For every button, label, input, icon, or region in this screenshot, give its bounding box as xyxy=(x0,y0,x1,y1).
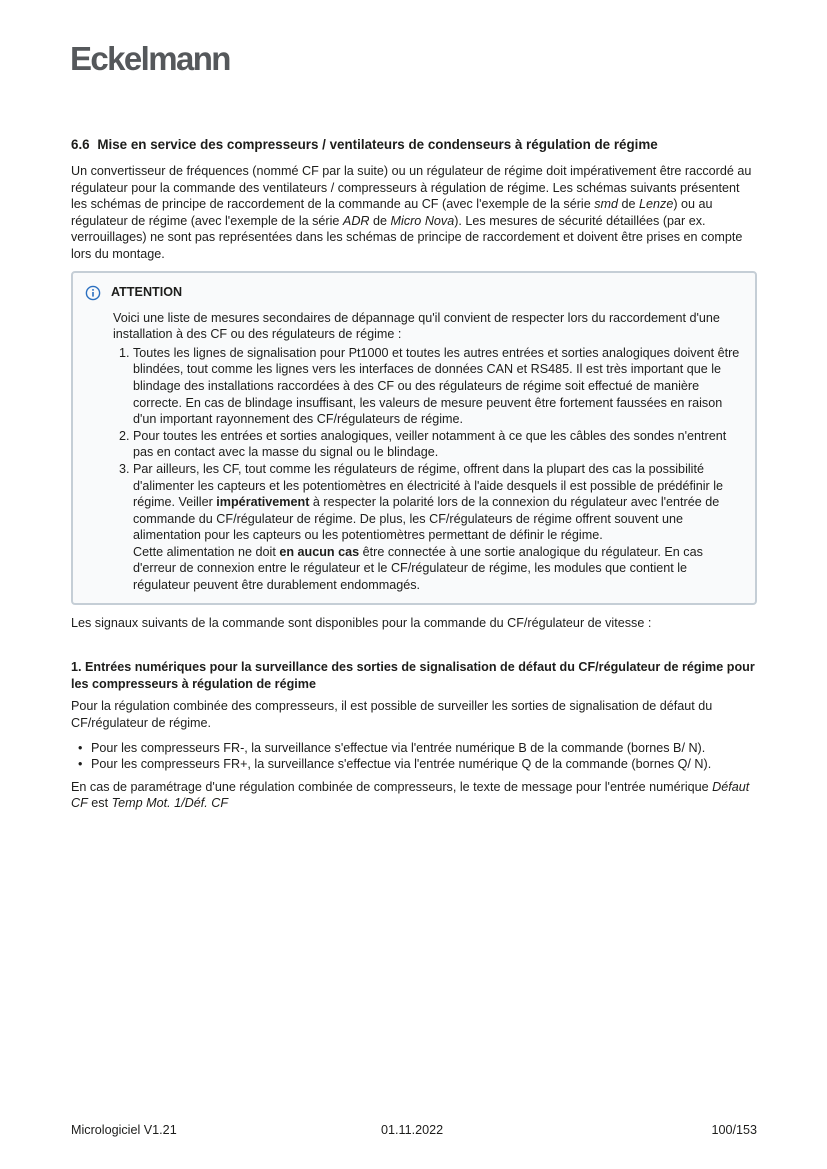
subsection-paragraph: Pour la régulation combinée des compresseurs, il est possible de surveiller les sorties de signalisation de défaut du CF/régulateur de régime. xyxy=(71,699,713,731)
attention-item-1: 1. Toutes les lignes de signalisation pour Pt1000 et toutes les autres entrées et sorties analogiques doivent être blindées, tout comme les lignes vers les interfaces de données CAN et RS485. Il est très important que le blindage des installations raccordées à des CF ou des régulateurs de régime soit effectué de manière correcte. En cas de blindage insuffisant, les valeurs de mesure peuvent être fortement faussées en raison d'un important rayonnement des CF/régulateurs de régime. xyxy=(133,345,743,428)
attention-intro: Voici une liste de mesures secondaires de dépannage qu'il convient de respecter lors du raccordement d'une installation à des CF ou des régulateurs de régime : xyxy=(113,310,720,342)
footer-page-number: 100/153 xyxy=(711,1123,757,1137)
attention-header xyxy=(85,284,743,302)
intro-paragraph xyxy=(71,163,757,263)
item3-bold-1: impérativement xyxy=(216,495,310,510)
attention-body xyxy=(85,310,743,594)
attention-item-2: 2. Pour toutes les entrées et sorties analogiques, veiller notamment à ce que les câbles des sondes n'entrent pas en contact avec la masse du signal ou le blindage. xyxy=(133,428,743,461)
main-content xyxy=(71,136,757,820)
attention-list xyxy=(113,345,743,594)
section-title: Mise en service des compresseurs / ventilateurs de condenseurs à régulation de régime xyxy=(97,137,658,152)
final-em-1: Défaut CF xyxy=(71,779,750,811)
intro-text-4: de xyxy=(369,213,391,228)
bullet-list xyxy=(71,740,757,773)
item3-text-d: être connectée à une sortie analogique du régulateur. En cas d'erreur de connexion entre le régulateur et le CF/régulateur de régime, les modules que contient le régulateur peuvent être durablement endommagés. xyxy=(133,544,703,593)
intro-micro-nova: Micro Nova xyxy=(390,213,455,228)
section-number: 6.6 xyxy=(71,137,90,152)
signals-paragraph: Les signaux suivants de la commande sont disponibles pour la commande du CF/régulateur de vitesse : xyxy=(71,615,652,630)
intro-text-2: de xyxy=(618,197,640,212)
info-icon xyxy=(85,285,101,301)
intro-text-3: ) ou au régulateur de régime (avec l'exemple de la série xyxy=(71,197,713,228)
item3-bold-2: en aucun cas xyxy=(279,544,360,559)
final-paragraph xyxy=(71,779,757,812)
attention-title: ATTENTION xyxy=(111,285,183,300)
intro-text-1: Un convertisseur de fréquences (nommé CF par la suite) ou un régulateur de régime doit impérativement être raccordé au régulateur pour la commande des ventilateurs / compresseurs à régulation de régime. Les schémas suivants présentent les schémas de principe de raccordement de la commande au CF (avec l'exemple de la série xyxy=(71,164,752,212)
attention-item-3 xyxy=(133,461,743,594)
intro-text-5: ). Les mesures de sécurité détaillées (par ex. verrouillages) ne sont pas représentées dans les schémas de principe de raccordement et doivent être prises en compte lors du montage. xyxy=(71,213,743,261)
item3-text-a: Par ailleurs, les CF, tout comme les régulateurs de régime, offrent dans la plupart des cas la possibilité d'alimenter les capteurs et les potentiomètres en électricité à l'aide desquels il est possible de prédéfinir le régime. Veiller xyxy=(133,461,724,510)
final-text-a: En cas de paramétrage d'une régulation combinée de compresseurs, le texte de message pour l'entrée numérique xyxy=(71,779,713,794)
intro-adr: ADR xyxy=(342,213,370,228)
item3-text-c: Cette alimentation ne doit xyxy=(133,544,280,559)
intro-smd: smd xyxy=(594,197,618,212)
footer-software-version: Micrologiciel V1.21 xyxy=(71,1123,177,1137)
bullet-item-2: • Pour les compresseurs FR+, la surveillance s'effectue via l'entrée numérique Q de la commande (bornes Q/ N). xyxy=(91,756,757,773)
item3-text-b: à respecter la polarité lors de la connexion du régulateur avec l'entrée de commande du CF/régulateur de régime. De plus, les CF/régulateurs de régime offrent souvent une alimentation pour les capteurs ou les potentiomètres permettant de définir le régime. xyxy=(133,495,720,543)
brand-logo: Eckelmann xyxy=(70,40,230,77)
section-heading xyxy=(71,136,757,153)
bullet-item-1: • Pour les compresseurs FR-, la surveillance s'effectue via l'entrée numérique B de la commande (bornes B/ N). xyxy=(91,740,757,757)
attention-box xyxy=(71,271,757,605)
final-em-2: Temp Mot. 1/Déf. CF xyxy=(111,796,229,811)
footer-date: 01.11.2022 xyxy=(381,1123,444,1137)
intro-lenze: Lenze xyxy=(639,197,674,212)
subsection-title: 1. Entrées numériques pour la surveillance des sorties de signalisation de défaut du CF/régulateur de régime pour les compresseurs à régulation de régime xyxy=(71,660,755,691)
final-text-b: est xyxy=(87,796,112,811)
